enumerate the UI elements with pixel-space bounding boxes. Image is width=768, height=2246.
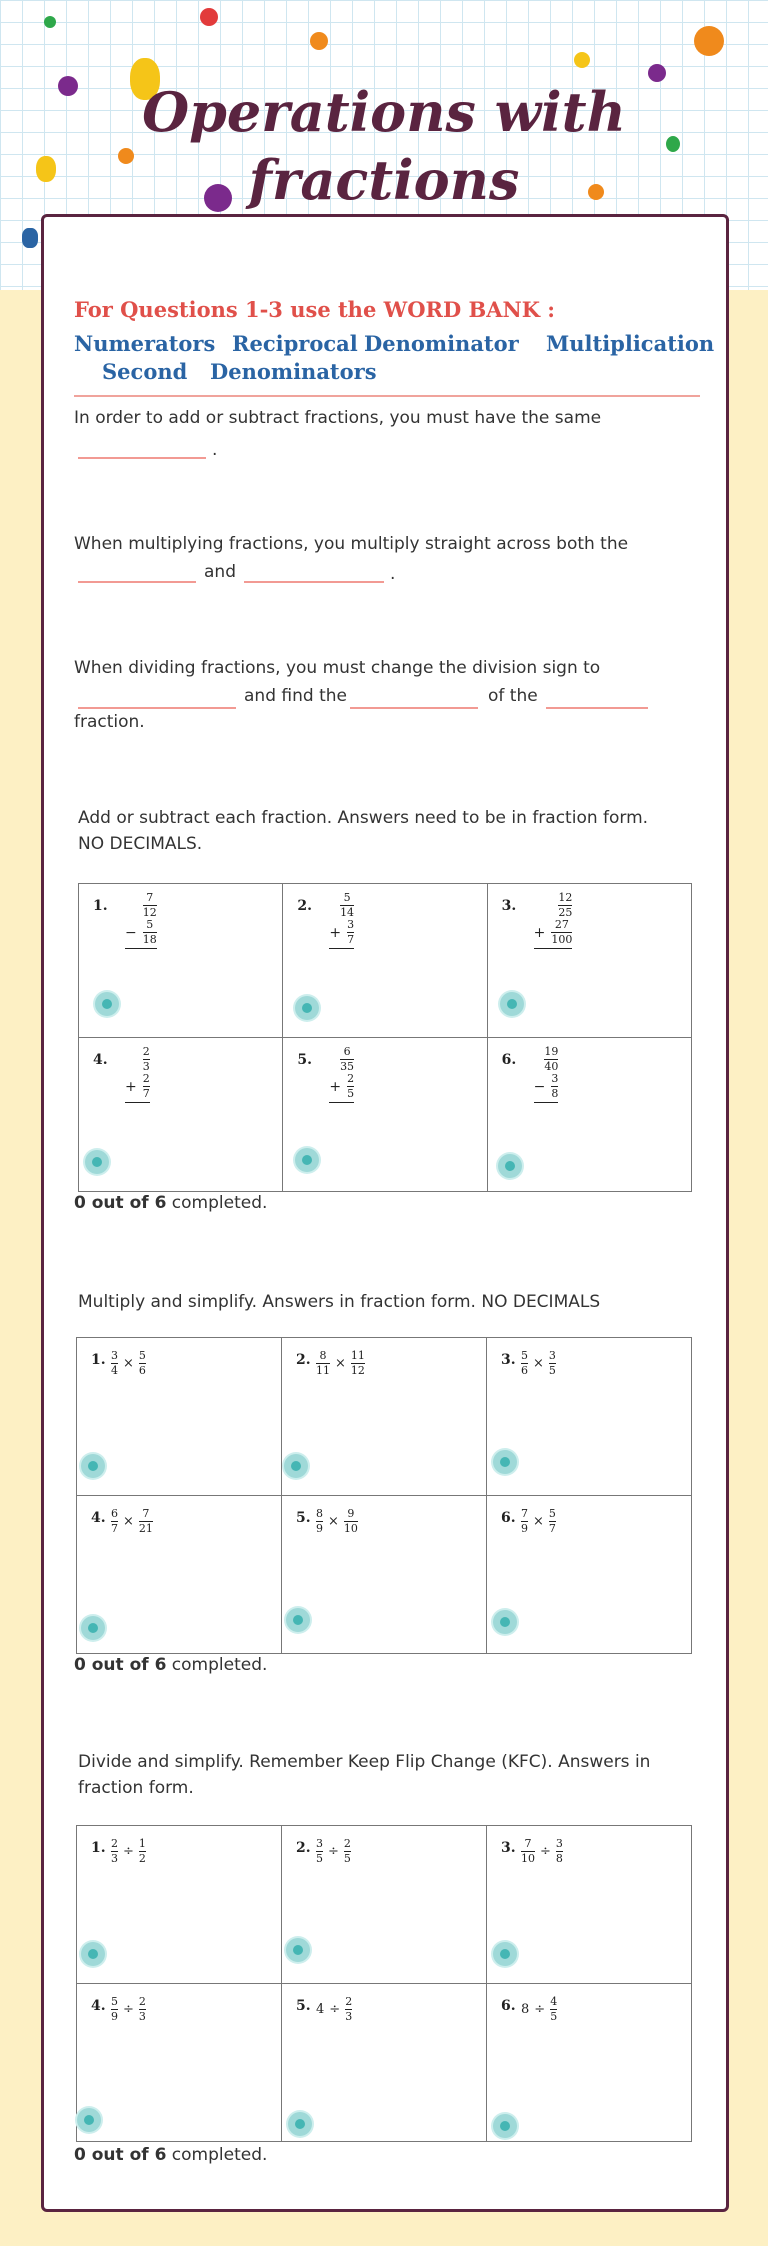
section-3-grid [76, 1825, 692, 2142]
fraction: $\frac{5}{6}$ [138, 1349, 146, 1377]
fraction: $\frac{3}{8}$ [551, 1072, 559, 1100]
question-2-blank-2[interactable] [244, 563, 384, 583]
answer-hotspot[interactable] [295, 1148, 319, 1172]
problem-number: 2. [296, 1840, 311, 1856]
problem-cell: 5. $\frac{6}{35}$ + $\frac{2}{5}$ [283, 1038, 487, 1192]
fraction: $\frac{4}{5}$ [550, 1995, 558, 2023]
problem-cell: 3. $\frac{7}{10}$ ÷ $\frac{3}{8}$ [487, 1826, 692, 1984]
fraction: $\frac{11}{12}$ [350, 1349, 365, 1377]
question-3-blank-2[interactable] [350, 689, 478, 709]
answer-hotspot[interactable] [77, 2108, 101, 2132]
section-1-progress: 0 out of 6 completed. [74, 1193, 268, 1213]
fraction: $\frac{7}{9}$ [521, 1507, 528, 1535]
fraction: $\frac{2}{3}$ [345, 1995, 353, 2023]
answer-hotspot[interactable] [81, 1454, 105, 1478]
section-2-grid [76, 1337, 692, 1654]
problem-number: 4. [91, 1510, 106, 1526]
problem-cell: 1. $\frac{7}{12}$ − $\frac{5}{18}$ [79, 884, 283, 1038]
word-bank-heading: For Questions 1-3 use the WORD BANK : [74, 297, 556, 322]
answer-hotspot[interactable] [493, 1450, 517, 1474]
problem-cell: 4. $\frac{5}{9}$ ÷ $\frac{2}{3}$ [77, 1984, 282, 2142]
problem-cell: 3. $\frac{12}{25}$ + $\frac{27}{100}$ [487, 884, 691, 1038]
paint-splat [694, 26, 724, 56]
word-bank-word: Multiplication [546, 331, 715, 356]
problem-number: 2. [296, 1352, 311, 1368]
word-bank-word: Denominators [210, 359, 377, 384]
answer-hotspot[interactable] [95, 992, 119, 1016]
problem-number: 1. [93, 898, 108, 914]
problem-number: 5. [296, 1510, 311, 1526]
fraction: $\frac{2}{3}$ [138, 1995, 146, 2023]
page-title: Operations with fractions [142, 80, 626, 212]
word-bank-word: Reciprocal [232, 331, 358, 356]
answer-hotspot[interactable] [284, 1454, 308, 1478]
question-2-blank-1[interactable] [78, 563, 196, 583]
whole-number: 4 [316, 2002, 325, 2017]
worksheet-card [41, 214, 729, 2212]
problem-cell: 1. $\frac{2}{3}$ ÷ $\frac{1}{2}$ [77, 1826, 282, 1984]
answer-hotspot[interactable] [81, 1942, 105, 1966]
fraction: $\frac{8}{9}$ [316, 1507, 323, 1535]
paint-splat [22, 228, 38, 248]
section-2-progress: 0 out of 6 completed. [74, 1655, 268, 1675]
question-1-period: . [212, 440, 218, 460]
problem-number: 5. [297, 1052, 312, 1068]
question-1-blank[interactable] [78, 439, 206, 459]
answer-hotspot[interactable] [288, 2112, 312, 2136]
paint-splat [200, 8, 218, 26]
fraction: $\frac{8}{11}$ [316, 1349, 330, 1377]
answer-hotspot[interactable] [295, 996, 319, 1020]
fraction: $\frac{7}{21}$ [138, 1507, 153, 1535]
problem-cell: 6. 8 ÷ $\frac{4}{5}$ [487, 1984, 692, 2142]
answer-hotspot[interactable] [493, 2114, 517, 2138]
problem-cell: 3. $\frac{5}{6}$ × $\frac{3}{5}$ [487, 1338, 692, 1496]
answer-hotspot[interactable] [500, 992, 524, 1016]
fraction: $\frac{1}{2}$ [138, 1837, 146, 1865]
fraction: $\frac{5}{14}$ [340, 891, 355, 919]
question-3-and: and find the [244, 686, 347, 706]
fraction: $\frac{7}{10}$ [521, 1837, 535, 1865]
fraction: $\frac{3}{4}$ [111, 1349, 118, 1377]
fraction: $\frac{19}{40}$ [544, 1045, 559, 1073]
answer-hotspot[interactable] [286, 1608, 310, 1632]
fraction: $\frac{7}{12}$ [142, 891, 157, 919]
question-2-text: When multiplying fractions, you multiply straight across both the [74, 534, 629, 554]
fraction: $\frac{5}{6}$ [521, 1349, 528, 1377]
problem-number: 4. [93, 1052, 108, 1068]
problem-number: 2. [297, 898, 312, 914]
problem-cell: 5. $\frac{8}{9}$ × $\frac{9}{10}$ [282, 1496, 487, 1654]
problem-cell: 5. 4 ÷ $\frac{2}{3}$ [282, 1984, 487, 2142]
problem-cell: 2. $\frac{8}{11}$ × $\frac{11}{12}$ [282, 1338, 487, 1496]
question-2-period: . [390, 564, 396, 584]
word-bank-word: Numerators [74, 331, 216, 356]
problem-number: 6. [501, 1998, 516, 2014]
fraction: $\frac{2}{5}$ [347, 1072, 355, 1100]
fraction: $\frac{2}{3}$ [111, 1837, 118, 1865]
problem-number: 5. [296, 1998, 311, 2014]
problem-number: 3. [501, 1352, 516, 1368]
fraction: $\frac{6}{35}$ [340, 1045, 355, 1073]
fraction: $\frac{2}{3}$ [142, 1045, 150, 1073]
answer-hotspot[interactable] [81, 1616, 105, 1640]
section-2-instruction: Multiply and simplify. Answers in fraction form. NO DECIMALS [78, 1292, 601, 1312]
paint-splat [574, 52, 590, 68]
question-2-and: and [204, 562, 236, 582]
divider [74, 395, 700, 397]
fraction: $\frac{3}{5}$ [548, 1349, 556, 1377]
answer-hotspot[interactable] [493, 1610, 517, 1634]
fraction: $\frac{3}{8}$ [555, 1837, 563, 1865]
fraction: $\frac{3}{5}$ [316, 1837, 323, 1865]
problem-cell: 2. $\frac{3}{5}$ ÷ $\frac{2}{5}$ [282, 1826, 487, 1984]
section-1-grid [78, 883, 692, 1192]
problem-cell: 4. $\frac{6}{7}$ × $\frac{7}{21}$ [77, 1496, 282, 1654]
problem-number: 6. [501, 1052, 517, 1068]
question-3-end: fraction. [74, 712, 145, 732]
section-3-instruction: Divide and simplify. Remember Keep Flip Change (KFC). Answers in fraction form. [78, 1752, 651, 1798]
problem-cell: 4. $\frac{2}{3}$ + $\frac{2}{7}$ [79, 1038, 283, 1192]
section-3-progress: 0 out of 6 completed. [74, 2145, 268, 2165]
word-bank-word: Denominator [364, 331, 519, 356]
problem-number: 6. [501, 1510, 516, 1526]
fraction: $\frac{5}{7}$ [548, 1507, 556, 1535]
question-1-text: In order to add or subtract fractions, you must have the same [74, 408, 602, 428]
answer-hotspot[interactable] [85, 1150, 109, 1174]
fraction: $\frac{5}{9}$ [111, 1995, 118, 2023]
whole-number: 8 [521, 2002, 530, 2017]
problem-cell: 6. $\frac{7}{9}$ × $\frac{5}{7}$ [487, 1496, 692, 1654]
problem-number: 3. [501, 898, 517, 914]
word-bank-word: Second [102, 359, 188, 384]
problem-number: 1. [91, 1352, 106, 1368]
answer-hotspot[interactable] [498, 1154, 522, 1178]
question-3-of: of the [488, 686, 538, 706]
problem-number: 4. [91, 1998, 106, 2014]
question-3-blank-1[interactable] [78, 689, 236, 709]
fraction: $\frac{3}{7}$ [347, 918, 355, 946]
fraction: $\frac{2}{7}$ [142, 1072, 150, 1100]
answer-hotspot[interactable] [493, 1942, 517, 1966]
problem-cell: 2. $\frac{5}{14}$ + $\frac{3}{7}$ [283, 884, 487, 1038]
fraction: $\frac{12}{25}$ [558, 891, 573, 919]
question-3-blank-3[interactable] [546, 689, 648, 709]
answer-hotspot[interactable] [286, 1938, 310, 1962]
fraction: $\frac{6}{7}$ [111, 1507, 118, 1535]
fraction: $\frac{5}{18}$ [142, 918, 157, 946]
problem-number: 1. [91, 1840, 106, 1856]
fraction: $\frac{2}{5}$ [343, 1837, 351, 1865]
question-3-text: When dividing fractions, you must change the division sign to [74, 658, 601, 678]
problem-number: 3. [501, 1840, 516, 1856]
problem-cell: 1. $\frac{3}{4}$ × $\frac{5}{6}$ [77, 1338, 282, 1496]
section-1-instruction: Add or subtract each fraction. Answers need to be in fraction form. NO DECIMALS. [78, 808, 649, 854]
problem-cell: 6. $\frac{19}{40}$ − $\frac{3}{8}$ [487, 1038, 691, 1192]
paint-splat [44, 16, 56, 28]
fraction: $\frac{9}{10}$ [343, 1507, 358, 1535]
fraction: $\frac{27}{100}$ [551, 918, 573, 946]
paint-splat [310, 32, 328, 50]
